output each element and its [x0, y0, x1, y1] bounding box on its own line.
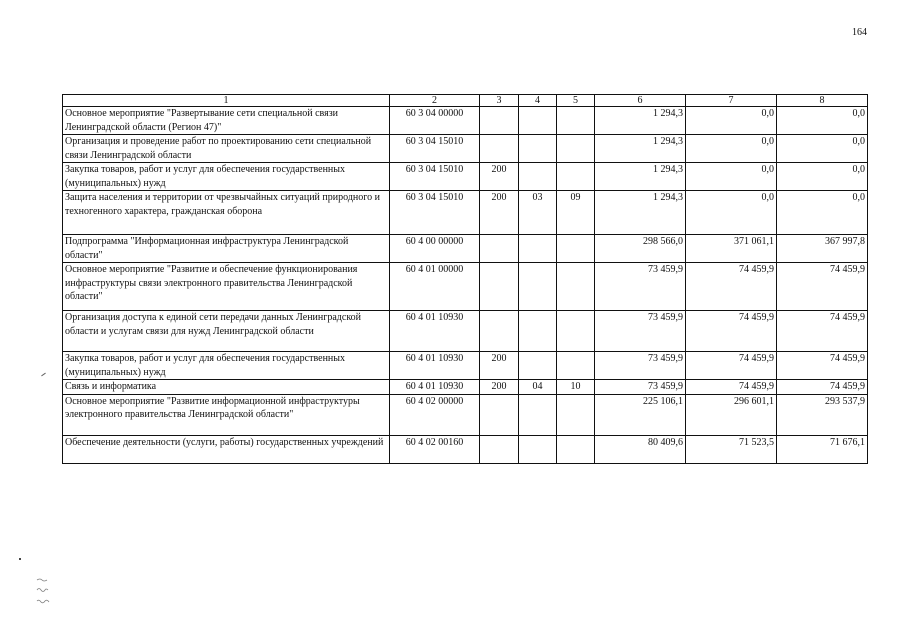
amount-year-3: 74 459,9 [777, 352, 868, 380]
row-label: Организация доступа к единой сети передачи данных Ленинградской области и услугам связи для нужд Ленинградской области [63, 311, 390, 352]
amount-year-2: 74 459,9 [686, 263, 777, 311]
subsection-code [557, 135, 595, 163]
amount-year-1: 73 459,9 [595, 263, 686, 311]
subsection-code [557, 435, 595, 463]
amount-year-1: 1 294,3 [595, 135, 686, 163]
amount-year-3: 74 459,9 [777, 380, 868, 395]
row-label: Связь и информатика [63, 380, 390, 395]
column-header: 1 [63, 95, 390, 107]
scribble-icon [36, 577, 50, 607]
target-code: 60 4 00 00000 [390, 235, 480, 263]
target-code: 60 4 01 10930 [390, 380, 480, 395]
row-label: Основное мероприятие "Развертывание сети специальной связи Ленинградской области (Регион 47)" [63, 107, 390, 135]
amount-year-3: 74 459,9 [777, 311, 868, 352]
amount-year-3: 0,0 [777, 107, 868, 135]
table-row [63, 352, 868, 380]
table-row [63, 263, 868, 311]
column-header: 2 [390, 95, 480, 107]
amount-year-1: 73 459,9 [595, 311, 686, 352]
target-code: 60 4 01 10930 [390, 311, 480, 352]
table-row [63, 107, 868, 135]
section-code [519, 107, 557, 135]
column-header: 6 [595, 95, 686, 107]
section-code [519, 394, 557, 435]
section-code: 03 [519, 191, 557, 235]
amount-year-1: 298 566,0 [595, 235, 686, 263]
subsection-code [557, 352, 595, 380]
section-code [519, 352, 557, 380]
table-row [63, 435, 868, 463]
amount-year-3: 367 997,8 [777, 235, 868, 263]
subsection-code [557, 107, 595, 135]
amount-year-2: 71 523,5 [686, 435, 777, 463]
expense-type-code [480, 263, 519, 311]
table-row [63, 135, 868, 163]
amount-year-1: 80 409,6 [595, 435, 686, 463]
subsection-code [557, 163, 595, 191]
margin-scribble [36, 577, 50, 610]
amount-year-3: 0,0 [777, 135, 868, 163]
row-label: Основное мероприятие "Развитие информационной инфраструктуры электронного правительства Ленинградской области" [63, 394, 390, 435]
amount-year-1: 225 106,1 [595, 394, 686, 435]
amount-year-3: 0,0 [777, 163, 868, 191]
column-header: 4 [519, 95, 557, 107]
expense-type-code: 200 [480, 380, 519, 395]
subsection-code: 10 [557, 380, 595, 395]
row-label: Организация и проведение работ по проектированию сети специальной связи Ленинградской области [63, 135, 390, 163]
amount-year-3: 71 676,1 [777, 435, 868, 463]
expense-type-code [480, 135, 519, 163]
amount-year-3: 293 537,9 [777, 394, 868, 435]
amount-year-3: 0,0 [777, 191, 868, 235]
amount-year-2: 0,0 [686, 191, 777, 235]
section-code [519, 263, 557, 311]
amount-year-2: 0,0 [686, 135, 777, 163]
expense-type-code [480, 107, 519, 135]
target-code: 60 3 04 15010 [390, 135, 480, 163]
amount-year-2: 0,0 [686, 163, 777, 191]
target-code: 60 3 04 15010 [390, 191, 480, 235]
section-code [519, 435, 557, 463]
subsection-code [557, 394, 595, 435]
amount-year-1: 1 294,3 [595, 163, 686, 191]
margin-dot [19, 558, 21, 560]
expense-type-code: 200 [480, 191, 519, 235]
budget-table [62, 94, 868, 464]
target-code: 60 4 02 00160 [390, 435, 480, 463]
section-code [519, 163, 557, 191]
row-label: Защита населения и территории от чрезвычайных ситуаций природного и техногенного характера, гражданская оборона [63, 191, 390, 235]
margin-mark [41, 373, 46, 377]
page-number: 164 [852, 27, 867, 38]
table-row [63, 311, 868, 352]
table-row [63, 191, 868, 235]
expense-type-code [480, 435, 519, 463]
subsection-code [557, 235, 595, 263]
table-header-row [63, 95, 868, 107]
amount-year-2: 371 061,1 [686, 235, 777, 263]
expense-type-code [480, 235, 519, 263]
target-code: 60 4 02 00000 [390, 394, 480, 435]
expense-type-code: 200 [480, 163, 519, 191]
section-code: 04 [519, 380, 557, 395]
subsection-code [557, 311, 595, 352]
row-label: Подпрограмма "Информационная инфраструктура Ленинградской области" [63, 235, 390, 263]
subsection-code [557, 263, 595, 311]
table-row [63, 163, 868, 191]
row-label: Закупка товаров, работ и услуг для обеспечения государственных (муниципальных) нужд [63, 163, 390, 191]
amount-year-1: 73 459,9 [595, 352, 686, 380]
amount-year-2: 0,0 [686, 107, 777, 135]
amount-year-2: 296 601,1 [686, 394, 777, 435]
table-row [63, 394, 868, 435]
column-header: 7 [686, 95, 777, 107]
table-row [63, 380, 868, 395]
section-code [519, 235, 557, 263]
target-code: 60 4 01 00000 [390, 263, 480, 311]
amount-year-2: 74 459,9 [686, 352, 777, 380]
amount-year-1: 1 294,3 [595, 191, 686, 235]
subsection-code: 09 [557, 191, 595, 235]
target-code: 60 3 04 00000 [390, 107, 480, 135]
row-label: Обеспечение деятельности (услуги, работы) государственных учреждений [63, 435, 390, 463]
table-row [63, 235, 868, 263]
section-code [519, 311, 557, 352]
amount-year-2: 74 459,9 [686, 311, 777, 352]
row-label: Основное мероприятие "Развитие и обеспечение функционирования инфраструктуры связи электронного правительства Ленинградской области" [63, 263, 390, 311]
column-header: 3 [480, 95, 519, 107]
row-label: Закупка товаров, работ и услуг для обеспечения государственных (муниципальных) нужд [63, 352, 390, 380]
section-code [519, 135, 557, 163]
expense-type-code: 200 [480, 352, 519, 380]
amount-year-1: 73 459,9 [595, 380, 686, 395]
target-code: 60 3 04 15010 [390, 163, 480, 191]
expense-type-code [480, 311, 519, 352]
amount-year-2: 74 459,9 [686, 380, 777, 395]
amount-year-3: 74 459,9 [777, 263, 868, 311]
column-header: 5 [557, 95, 595, 107]
amount-year-1: 1 294,3 [595, 107, 686, 135]
target-code: 60 4 01 10930 [390, 352, 480, 380]
column-header: 8 [777, 95, 868, 107]
expense-type-code [480, 394, 519, 435]
